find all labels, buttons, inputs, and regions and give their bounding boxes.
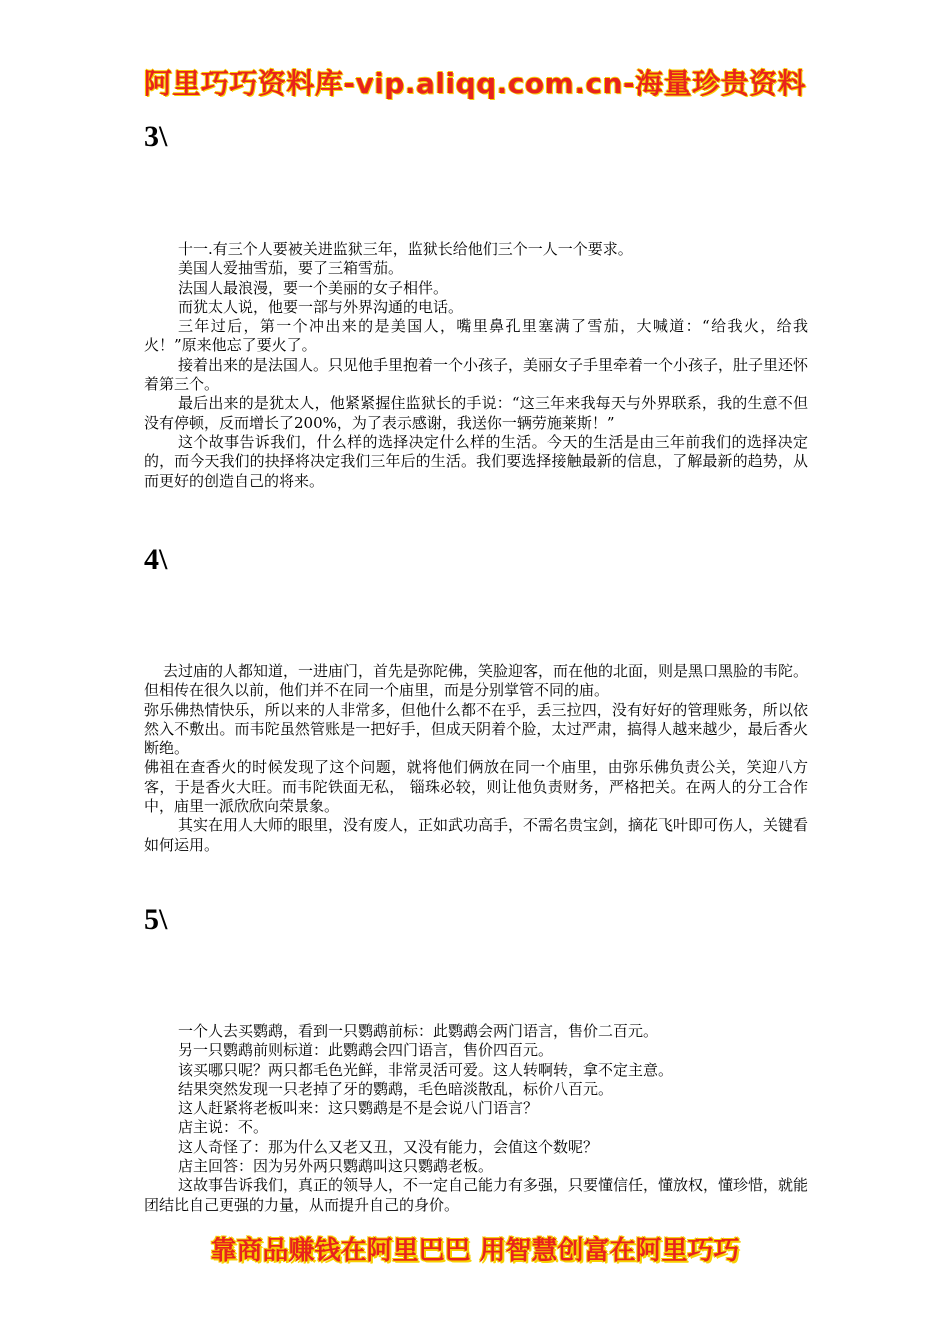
paragraph: 去过庙的人都知道，一进庙门，首先是弥陀佛，笑脸迎客，而在他的北面，则是黑口黑脸的韦陀。但相传在很久以前，他们并不在同一个庙里，而是分别掌管不同的庙。 bbox=[144, 662, 809, 700]
paragraph: 这故事告诉我们，真正的领导人，不一定自己能力有多强，只要懂信任，懂放权，懂珍惜，就能团结比自己更强的力量，从而提升自己的身价。 bbox=[144, 1176, 809, 1214]
section-heading-3: 3\ bbox=[144, 120, 168, 153]
paragraph: 店主说：不。 bbox=[178, 1118, 269, 1137]
paragraph: 这个故事告诉我们，什么样的选择决定什么样的生活。今天的生活是由三年前我们的选择决定的，而今天我们的抉择将决定我们三年后的生活。我们要选择接触最新的信息，了解最新的趋势，从而更好的创造自己的将来。 bbox=[144, 432, 808, 490]
paragraph: 而犹太人说，他要一部与外界沟通的电话。 bbox=[178, 297, 464, 316]
paragraph: 店主回答：因为另外两只鹦鹉叫这只鹦鹉老板。 bbox=[178, 1157, 494, 1176]
paragraph: 结果突然发现一只老掉了牙的鹦鹉，毛色暗淡散乱，标价八百元。 bbox=[178, 1079, 614, 1098]
paragraph: 三年过后，第一个冲出来的是美国人，嘴里鼻孔里塞满了雪茄，大喊道：“给我火，给我火！”原来他忘了要火了。 bbox=[144, 317, 808, 355]
paragraph: 法国人最浪漫，要一个美丽的女子相伴。 bbox=[178, 278, 449, 297]
paragraph: 该买哪只呢？两只都毛色光鲜，非常灵活可爱。这人转啊转，拿不定主意。 bbox=[178, 1060, 674, 1079]
paragraph: 弥乐佛热情快乐，所以来的人非常多，但他什么都不在乎，丢三拉四，没有好好的管理账务，所以依然入不敷出。而韦陀虽然管账是一把好手，但成天阴着个脸，太过严肃，搞得人越来越少，最后香火断绝。 bbox=[144, 700, 808, 758]
paragraph: 佛祖在查香火的时候发现了这个问题，就将他们俩放在同一个庙里，由弥乐佛负责公关，笑迎八方客，于是香火大旺。而韦陀铁面无私， 锱珠必较，则让他负责财务，严格把关。在两人的分工合作中，庙里一派欣欣向荣景象。 bbox=[144, 758, 808, 816]
paragraph: 十一.有三个人要被关进监狱三年，监狱长给他们三个一人一个要求。 bbox=[178, 240, 633, 258]
paragraph: 美国人爱抽雪茄，要了三箱雪茄。 bbox=[178, 259, 404, 278]
paragraph: 另一只鹦鹉前则标道：此鹦鹉会四门语言，售价四百元。 bbox=[178, 1041, 554, 1060]
section-body-3 bbox=[144, 240, 808, 491]
section-heading-5: 5\ bbox=[144, 903, 168, 936]
section-body-4 bbox=[144, 662, 808, 855]
section-heading-4: 4\ bbox=[144, 543, 168, 576]
paragraph: 这人赶紧将老板叫来：这只鹦鹉是不是会说八门语言？ bbox=[178, 1099, 539, 1118]
footer-banner: 靠商品赚钱在阿里巴巴 用智慧创富在阿里巧巧 bbox=[210, 1236, 740, 1266]
paragraph: 这人奇怪了：那为什么又老又丑，又没有能力，会值这个数呢？ bbox=[178, 1137, 599, 1156]
paragraph: 接着出来的是法国人。只见他手里抱着一个小孩子，美丽女子手里牵着一个小孩子，肚子里还怀着第三个。 bbox=[144, 355, 809, 394]
header-banner: 阿里巧巧资料库-vip.aliqq.com.cn-海量珍贵资料 bbox=[143, 67, 807, 100]
paragraph: 一个人去买鹦鹉，看到一只鹦鹉前标：此鹦鹉会两门语言，售价二百元。 bbox=[178, 1022, 659, 1040]
paragraph: 最后出来的是犹太人，他紧紧握住监狱长的手说：“这三年来我每天与外界联系，我的生意不但没有停顿，反而增长了200%，为了表示感谢，我送你一辆劳施莱斯！” bbox=[144, 394, 808, 432]
section-body-5 bbox=[144, 1022, 808, 1215]
paragraph: 其实在用人大师的眼里，没有废人，正如武功高手，不需名贵宝剑，摘花飞叶即可伤人，关键看如何运用。 bbox=[144, 816, 809, 854]
